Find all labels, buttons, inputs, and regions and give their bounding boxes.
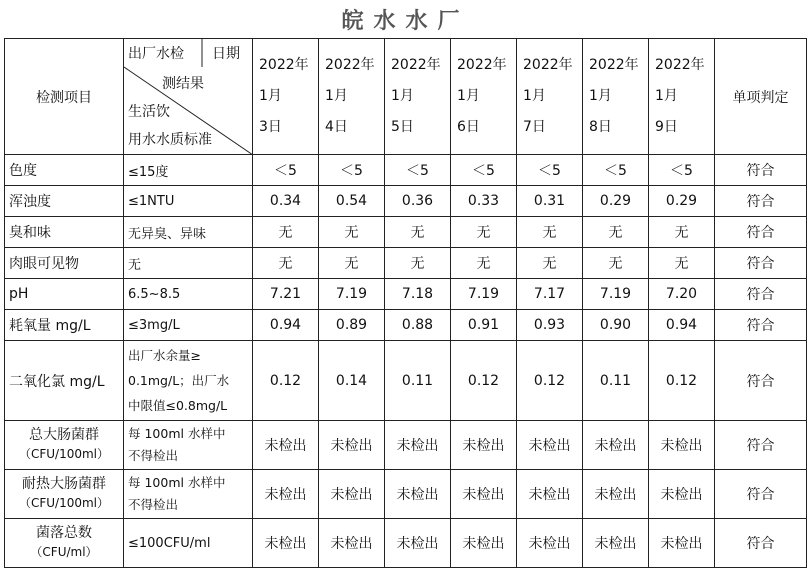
result-cell: 未检出 — [583, 519, 649, 568]
result-cell: ＜5 — [253, 155, 319, 186]
result-cell: 未检出 — [451, 519, 517, 568]
row-item: 耗氧量 mg/L — [5, 310, 124, 341]
result-cell: 无 — [649, 217, 715, 248]
result-cell: 7.18 — [385, 279, 451, 310]
result-cell: 无 — [319, 217, 385, 248]
result-cell: 0.29 — [649, 186, 715, 217]
result-cell: 未检出 — [583, 470, 649, 519]
row-standard: ≤1NTU — [124, 186, 253, 217]
row-item: pH — [5, 279, 124, 310]
row-judgement: 符合 — [715, 217, 807, 248]
result-cell: 7.19 — [583, 279, 649, 310]
result-cell: 0.88 — [385, 310, 451, 341]
result-cell: 0.93 — [517, 310, 583, 341]
result-cell: 0.29 — [583, 186, 649, 217]
result-cell: 无 — [649, 248, 715, 279]
row-judgement: 符合 — [715, 186, 807, 217]
row-judgement: 符合 — [715, 421, 807, 470]
header-diagonal-cell — [124, 39, 253, 155]
result-cell: 0.34 — [253, 186, 319, 217]
result-cell: 7.17 — [517, 279, 583, 310]
result-cell: 未检出 — [253, 421, 319, 470]
result-cell: 0.91 — [451, 310, 517, 341]
row-item: 肉眼可见物 — [5, 248, 124, 279]
result-cell: 未检出 — [649, 519, 715, 568]
diag-low1: 生活饮 — [128, 104, 170, 120]
result-cell: 0.14 — [319, 341, 385, 421]
result-cell: 未检出 — [649, 421, 715, 470]
result-cell: 0.12 — [451, 341, 517, 421]
table-row — [5, 248, 807, 279]
row-item: 总大肠菌群 （CFU/100ml） — [5, 421, 124, 470]
result-cell: 无 — [583, 248, 649, 279]
result-cell: 无 — [451, 248, 517, 279]
diag-low2: 用水水质标准 — [128, 132, 212, 148]
table-row — [5, 186, 807, 217]
result-cell: 未检出 — [253, 470, 319, 519]
table-row — [5, 341, 807, 421]
header-judgement-label: 单项判定 — [715, 39, 807, 155]
result-cell: 未检出 — [319, 421, 385, 470]
result-cell: 7.19 — [319, 279, 385, 310]
result-cell: ＜5 — [319, 155, 385, 186]
date-header: 2022年 1月 9日 — [649, 39, 715, 155]
result-cell: 未检出 — [649, 470, 715, 519]
result-cell: 未检出 — [517, 470, 583, 519]
diag-top-left: 出厂水检 — [128, 46, 184, 62]
diag-mid: 测结果 — [162, 76, 204, 92]
table-row — [5, 217, 807, 248]
result-cell: ＜5 — [385, 155, 451, 186]
date-header: 2022年 1月 8日 — [583, 39, 649, 155]
result-cell: 0.11 — [583, 341, 649, 421]
result-cell: 无 — [385, 248, 451, 279]
result-cell: ＜5 — [451, 155, 517, 186]
row-judgement: 符合 — [715, 470, 807, 519]
date-header: 2022年 1月 6日 — [451, 39, 517, 155]
result-cell: 未检出 — [517, 421, 583, 470]
row-judgement: 符合 — [715, 310, 807, 341]
result-cell: ＜5 — [583, 155, 649, 186]
water-quality-table — [4, 38, 807, 568]
table-row — [5, 279, 807, 310]
row-standard: ≤3mg/L — [124, 310, 253, 341]
row-item: 浑浊度 — [5, 186, 124, 217]
result-cell: 0.54 — [319, 186, 385, 217]
row-judgement: 符合 — [715, 155, 807, 186]
result-cell: 未检出 — [385, 519, 451, 568]
date-header: 2022年 1月 4日 — [319, 39, 385, 155]
page-title: 皖水水厂 — [341, 9, 470, 34]
row-standard: 无异臭、异味 — [124, 217, 253, 248]
row-item: 二氧化氯 mg/L — [5, 341, 124, 421]
result-cell: 无 — [517, 217, 583, 248]
row-standard: 出厂水余量≥ 0.1mg/L；出厂水 中限值≤0.8mg/L — [124, 341, 253, 421]
result-cell: ＜5 — [517, 155, 583, 186]
result-cell: 7.20 — [649, 279, 715, 310]
table-row — [5, 470, 807, 519]
result-cell: 0.33 — [451, 186, 517, 217]
result-cell: 0.36 — [385, 186, 451, 217]
result-cell: 0.94 — [253, 310, 319, 341]
result-cell: 0.12 — [517, 341, 583, 421]
result-cell: 未检出 — [517, 519, 583, 568]
diag-top-right: 日期 — [212, 46, 240, 62]
result-cell: 无 — [319, 248, 385, 279]
row-item: 耐热大肠菌群 （CFU/100ml） — [5, 470, 124, 519]
row-standard: ≤100CFU/ml — [124, 519, 253, 568]
result-cell: 未检出 — [385, 421, 451, 470]
result-cell: 未检出 — [451, 470, 517, 519]
date-header: 2022年 1月 7日 — [517, 39, 583, 155]
row-standard: ≤15度 — [124, 155, 253, 186]
result-cell: 未检出 — [319, 470, 385, 519]
row-item: 臭和味 — [5, 217, 124, 248]
row-standard: 无 — [124, 248, 253, 279]
date-header: 2022年 1月 3日 — [253, 39, 319, 155]
result-cell: 无 — [253, 217, 319, 248]
result-cell: 0.31 — [517, 186, 583, 217]
row-judgement: 符合 — [715, 279, 807, 310]
result-cell: 无 — [451, 217, 517, 248]
table-row — [5, 421, 807, 470]
row-item: 菌落总数 （CFU/ml） — [5, 519, 124, 568]
result-cell: 0.89 — [319, 310, 385, 341]
table-row — [5, 519, 807, 568]
table-row — [5, 310, 807, 341]
header-row — [5, 39, 807, 155]
result-cell: 0.12 — [649, 341, 715, 421]
result-cell: 7.21 — [253, 279, 319, 310]
result-cell: 未检出 — [253, 519, 319, 568]
header-item-label: 检测项目 — [5, 39, 124, 155]
result-cell: 无 — [583, 217, 649, 248]
row-item: 色度 — [5, 155, 124, 186]
result-cell: 0.90 — [583, 310, 649, 341]
result-cell: 未检出 — [385, 470, 451, 519]
date-header: 2022年 1月 5日 — [385, 39, 451, 155]
result-cell: 未检出 — [319, 519, 385, 568]
result-cell: 0.11 — [385, 341, 451, 421]
row-judgement: 符合 — [715, 519, 807, 568]
result-cell: 无 — [385, 217, 451, 248]
result-cell: ＜5 — [649, 155, 715, 186]
row-judgement: 符合 — [715, 248, 807, 279]
result-cell: 0.12 — [253, 341, 319, 421]
result-cell: 0.94 — [649, 310, 715, 341]
result-cell: 7.19 — [451, 279, 517, 310]
row-standard: 每 100ml 水样中 不得检出 — [124, 421, 253, 470]
row-judgement: 符合 — [715, 341, 807, 421]
result-cell: 未检出 — [583, 421, 649, 470]
result-cell: 未检出 — [451, 421, 517, 470]
row-standard: 6.5~8.5 — [124, 279, 253, 310]
result-cell: 无 — [253, 248, 319, 279]
table-row — [5, 155, 807, 186]
row-standard: 每 100ml 水样中 不得检出 — [124, 470, 253, 519]
result-cell: 无 — [517, 248, 583, 279]
